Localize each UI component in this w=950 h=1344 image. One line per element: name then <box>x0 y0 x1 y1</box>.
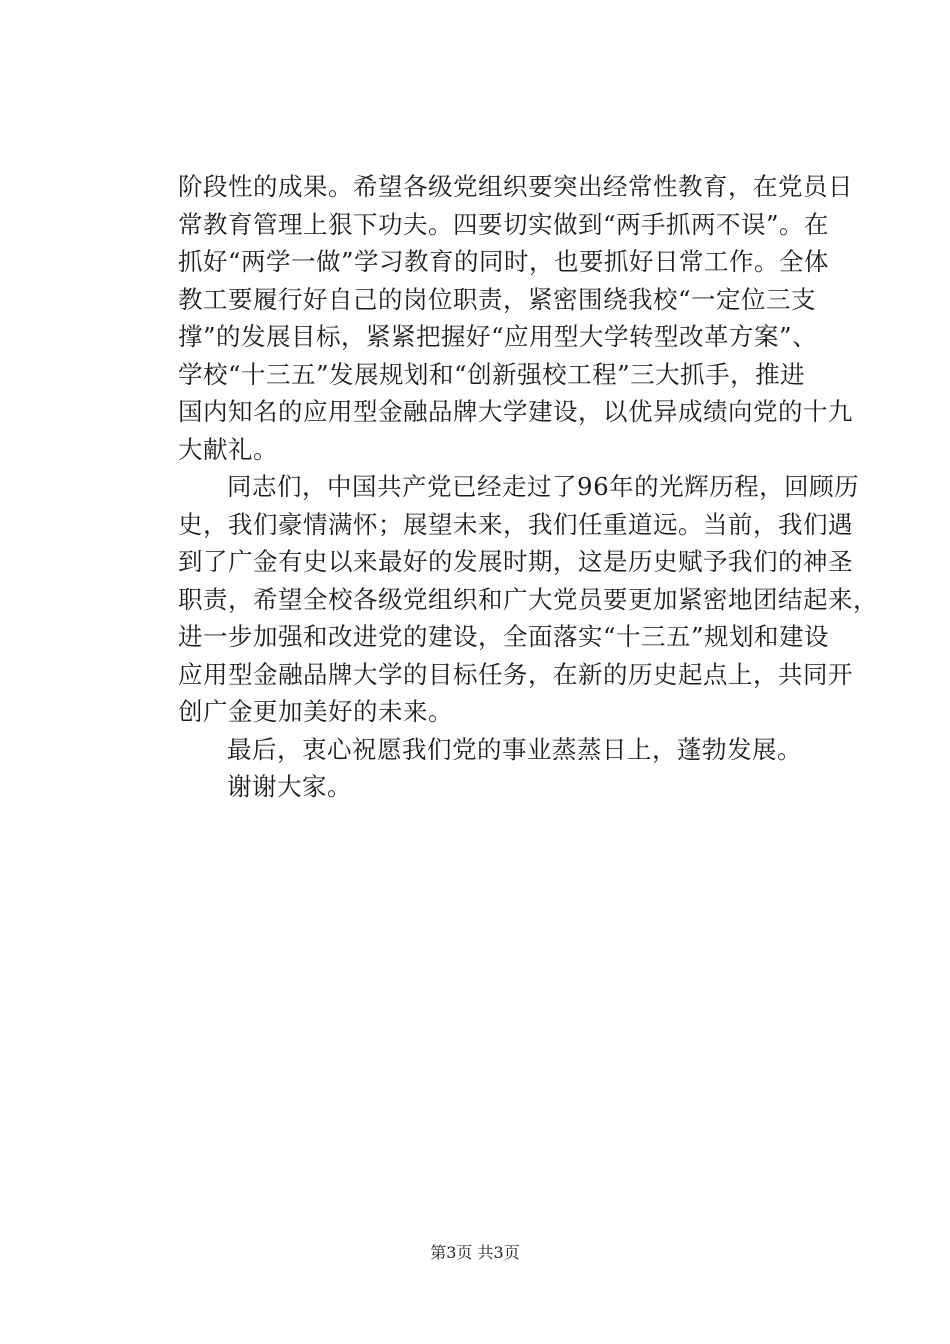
text-line: 职责，希望全校各级党组织和广大党员要更加紧密地团结起来， <box>178 584 878 614</box>
text-line: 创广金更加美好的未来。 <box>178 697 453 726</box>
text-line: 大献礼。 <box>178 434 278 464</box>
text-line: 进一步加强和改进党的建设，全面落实“十三五”规划和建设 <box>178 622 830 651</box>
text-line: 谢谢大家。 <box>227 772 352 801</box>
text-line: 阶段性的成果。希望各级党组织要突出经常性教育，在党员日 <box>178 172 853 201</box>
text-line: 最后，衷心祝愿我们党的事业蒸蒸日上，蓬勃发展。 <box>227 734 802 764</box>
text-line: 教工要履行好自己的岗位职责，紧密围绕我校“一定位三支 <box>178 284 817 314</box>
text-line: 撑”的发展目标，紧紧把握好“应用型大学转型改革方案”、 <box>178 322 818 351</box>
text-line: 史，我们豪情满怀；展望未来，我们任重道远。当前，我们遇 <box>178 509 853 539</box>
paragraph <box>178 731 802 769</box>
text-line: 学校“十三五”发展规划和“创新强校工程”三大抓手，推进 <box>178 359 806 389</box>
paragraph <box>178 468 878 731</box>
text-line: 抓好“两学一做”学习教育的同时，也要抓好日常工作。全体 <box>178 247 830 276</box>
text-line: 国内知名的应用型金融品牌大学建设，以优异成绩向党的十九 <box>178 397 853 426</box>
text-line: 常教育管理上狠下功夫。四要切实做到“两手抓两不误”。在 <box>178 209 830 239</box>
text-line: 应用型金融品牌大学的目标任务，在新的历史起点上，共同开 <box>178 659 853 689</box>
paragraph <box>178 168 853 468</box>
paragraph <box>178 768 778 806</box>
document-body <box>178 168 878 806</box>
text-line: 到了广金有史以来最好的发展时期，这是历史赋予我们的神圣 <box>178 547 853 576</box>
text-line: 同志们，中国共产党已经走过了96年的光辉历程，回顾历 <box>227 472 860 501</box>
page-number-footer: 第3页 共3页 <box>430 1243 520 1262</box>
